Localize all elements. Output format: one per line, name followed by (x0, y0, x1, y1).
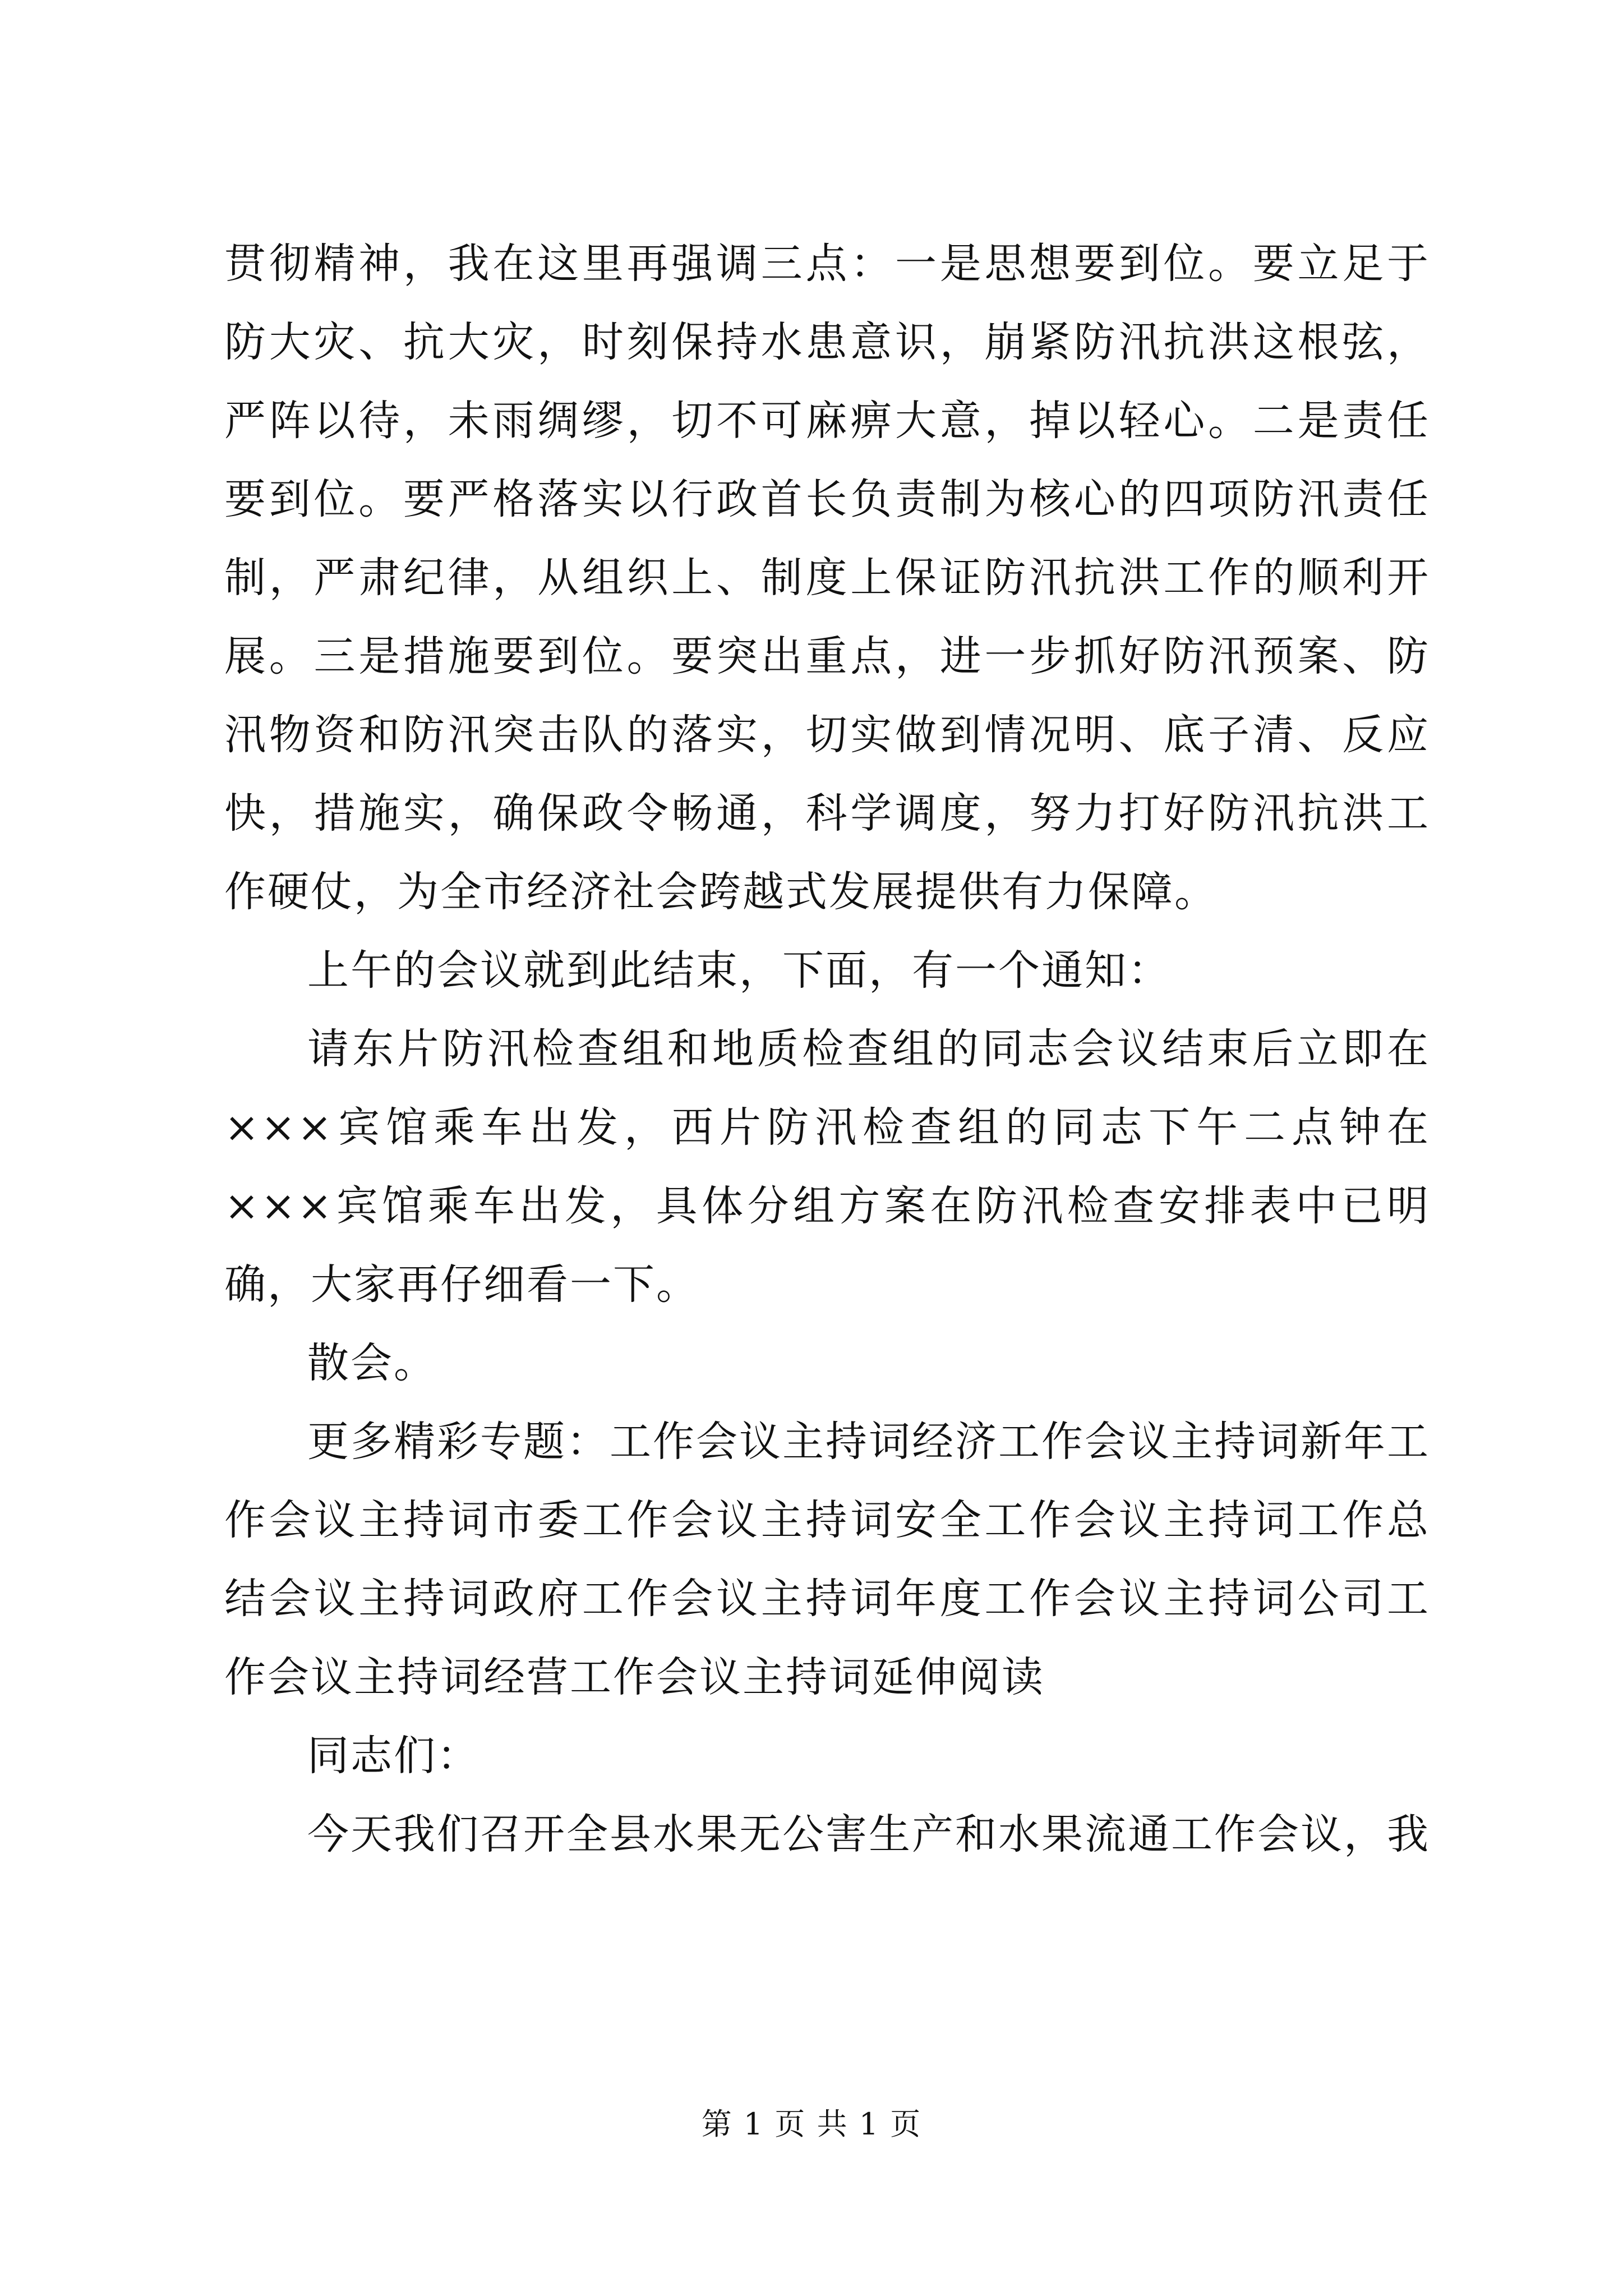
paragraph-emphasis-points: 贯彻精神，我在这里再强调三点：一是思想要到位。要立足于防大灾、抗大灾，时刻保持水患意识，崩紧防汛抗洪这根弦，严阵以待，未雨绸缪，切不可麻痹大意，掉以轻心。二是责任要到位。要严格落实以行政首长负责制为核心的四项防汛责任制，严肃纪律，从组织上、制度上保证防汛抗洪工作的顺利开展。三是措施要到位。要突出重点，进一步抓好防汛预案、防汛物资和防汛突击队的落实，切实做到情况明、底子清、反应快，措施实，确保政令畅通，科学调度，努力打好防汛抗洪工作硬仗，为全市经济社会跨越式发展提供有力保障。 (224, 240, 1430, 916)
paragraph-more-topics: 更多精彩专题：工作会议主持词经济工作会议主持词新年工作会议主持词市委工作会议主持词安全工作会议主持词工作总结会议主持词政府工作会议主持词年度工作会议主持词公司工作会议主持词经营工作会议主持词延伸阅读 (224, 1418, 1430, 1701)
paragraph-meeting-end: 上午的会议就到此结束，下面，有一个通知： (307, 946, 1171, 995)
paragraph-notice: 请东片防汛检查组和地质检查组的同志会议结束后立即在×××宾馆乘车出发，西片防汛检查组的同志下午二点钟在×××宾馆乘车出发，具体分组方案在防汛检查安排表中已明确，大家再仔细看一下。 (224, 1025, 1430, 1309)
paragraph-opening: 今天我们召开全县水果无公害生产和水果流通工作会议，我 (307, 1810, 1430, 1858)
paragraph-adjourn: 散会。 (307, 1339, 437, 1387)
document-body (224, 224, 1430, 1874)
paragraph-salutation: 同志们： (307, 1732, 480, 1780)
page-footer: 第 1 页 共 1 页 (701, 2106, 922, 2142)
